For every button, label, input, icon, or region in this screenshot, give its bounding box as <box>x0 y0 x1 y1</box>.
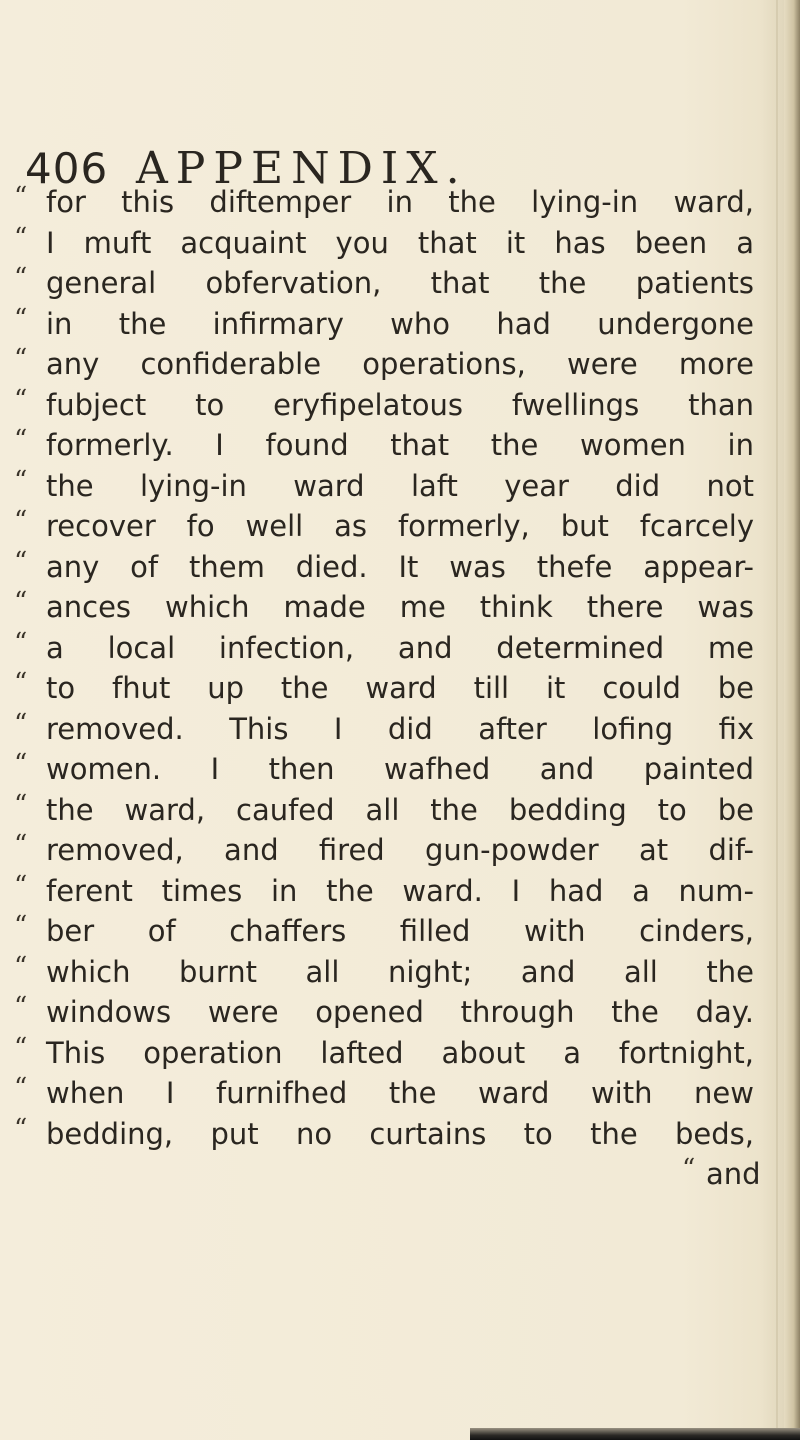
opening-quote-mark: “ <box>14 425 28 455</box>
bottom-edge-shadow <box>470 1428 800 1440</box>
opening-quote-mark: “ <box>14 789 28 820</box>
opening-quote-mark: “ <box>14 303 28 334</box>
opening-quote-mark: “ <box>14 870 28 901</box>
text-line <box>0 1033 780 1074</box>
line-text: formerly. I found that the women in <box>46 428 754 462</box>
line-text: any of them died. It was thefe appear- <box>46 549 754 584</box>
text-line <box>0 263 780 304</box>
page-number: 406 <box>25 144 109 193</box>
line-text: recover fo well as formerly, but fcarcely <box>46 509 754 543</box>
text-line <box>0 749 780 790</box>
text-line <box>0 385 780 426</box>
opening-quote-mark: “ <box>14 1113 28 1144</box>
opening-quote-mark: “ <box>14 546 28 577</box>
line-text: the lying-in ward laft year did not <box>46 468 754 503</box>
opening-quote-mark: “ <box>14 222 28 253</box>
text-line <box>0 182 780 223</box>
text-line <box>0 587 780 628</box>
opening-quote-mark: “ <box>14 708 28 739</box>
line-text: a local infection, and determined me <box>46 630 754 665</box>
text-line <box>0 547 780 588</box>
opening-quote-mark: “ <box>14 1032 28 1063</box>
text-line <box>0 952 780 993</box>
text-line <box>0 304 780 345</box>
text-line <box>0 425 780 466</box>
line-text: ances which made me think there was <box>46 590 754 624</box>
text-line <box>0 1073 780 1114</box>
opening-quote-mark: “ <box>14 344 28 374</box>
opening-quote-mark: “ <box>14 465 28 496</box>
line-text: which burnt all night; and all the <box>46 954 754 989</box>
text-line <box>0 911 780 952</box>
opening-quote-mark: “ <box>14 911 28 941</box>
line-text: any confiderable operations, were more <box>46 347 754 381</box>
text-line <box>0 466 780 507</box>
page-edge-shadow <box>784 0 800 1440</box>
line-text: in the infirmary who had undergone <box>46 306 754 341</box>
text-line <box>0 790 780 831</box>
line-text: the ward, caufed all the bedding to be <box>46 792 754 827</box>
line-text: bedding, put no curtains to the beds, <box>46 1116 754 1151</box>
line-text: windows were opened through the day. <box>46 995 754 1029</box>
line-text: removed, and fired gun-powder at dif- <box>46 833 754 867</box>
line-text: ferent times in the ward. I had a num- <box>46 873 754 908</box>
line-text: women. I then wafhed and painted <box>46 752 754 786</box>
catchword-line <box>0 1154 780 1195</box>
line-text: ber of chaffers filled with cinders, <box>46 914 754 948</box>
line-text: This operation lafted about a fortnight, <box>46 1035 754 1070</box>
text-line <box>0 344 780 385</box>
line-text: I muft acquaint you that it has been a <box>46 225 754 260</box>
text-line <box>0 628 780 669</box>
text-line <box>0 1114 780 1155</box>
text-line <box>0 709 780 750</box>
opening-quote-mark: “ <box>14 668 28 698</box>
opening-quote-mark: “ <box>14 182 28 212</box>
text-line <box>0 668 780 709</box>
line-text: general obfervation, that the patients <box>46 266 754 300</box>
line-text: to fhut up the ward till it could be <box>46 671 754 705</box>
text-line <box>0 992 780 1033</box>
opening-quote-mark: “ <box>14 506 28 536</box>
line-text: when I furnifhed the ward with new <box>46 1076 754 1110</box>
body-text <box>0 182 780 1195</box>
opening-quote-mark: “ <box>682 1154 696 1184</box>
opening-quote-mark: “ <box>14 263 28 293</box>
text-line <box>0 506 780 547</box>
line-text: fubject to eryfipelatous fwellings than <box>46 387 754 422</box>
running-head: APPENDIX. <box>136 143 468 194</box>
opening-quote-mark: “ <box>14 830 28 860</box>
opening-quote-mark: “ <box>14 749 28 779</box>
opening-quote-mark: “ <box>14 627 28 658</box>
text-line <box>0 223 780 264</box>
line-text: for this diftemper in the lying-in ward, <box>46 185 754 219</box>
opening-quote-mark: “ <box>14 951 28 982</box>
opening-quote-mark: “ <box>14 587 28 617</box>
text-line <box>0 871 780 912</box>
catchword: and <box>706 1157 761 1191</box>
opening-quote-mark: “ <box>14 992 28 1022</box>
text-line <box>0 830 780 871</box>
line-text: removed. This I did after lofing fix <box>46 711 754 746</box>
opening-quote-mark: “ <box>14 1073 28 1103</box>
opening-quote-mark: “ <box>14 384 28 415</box>
